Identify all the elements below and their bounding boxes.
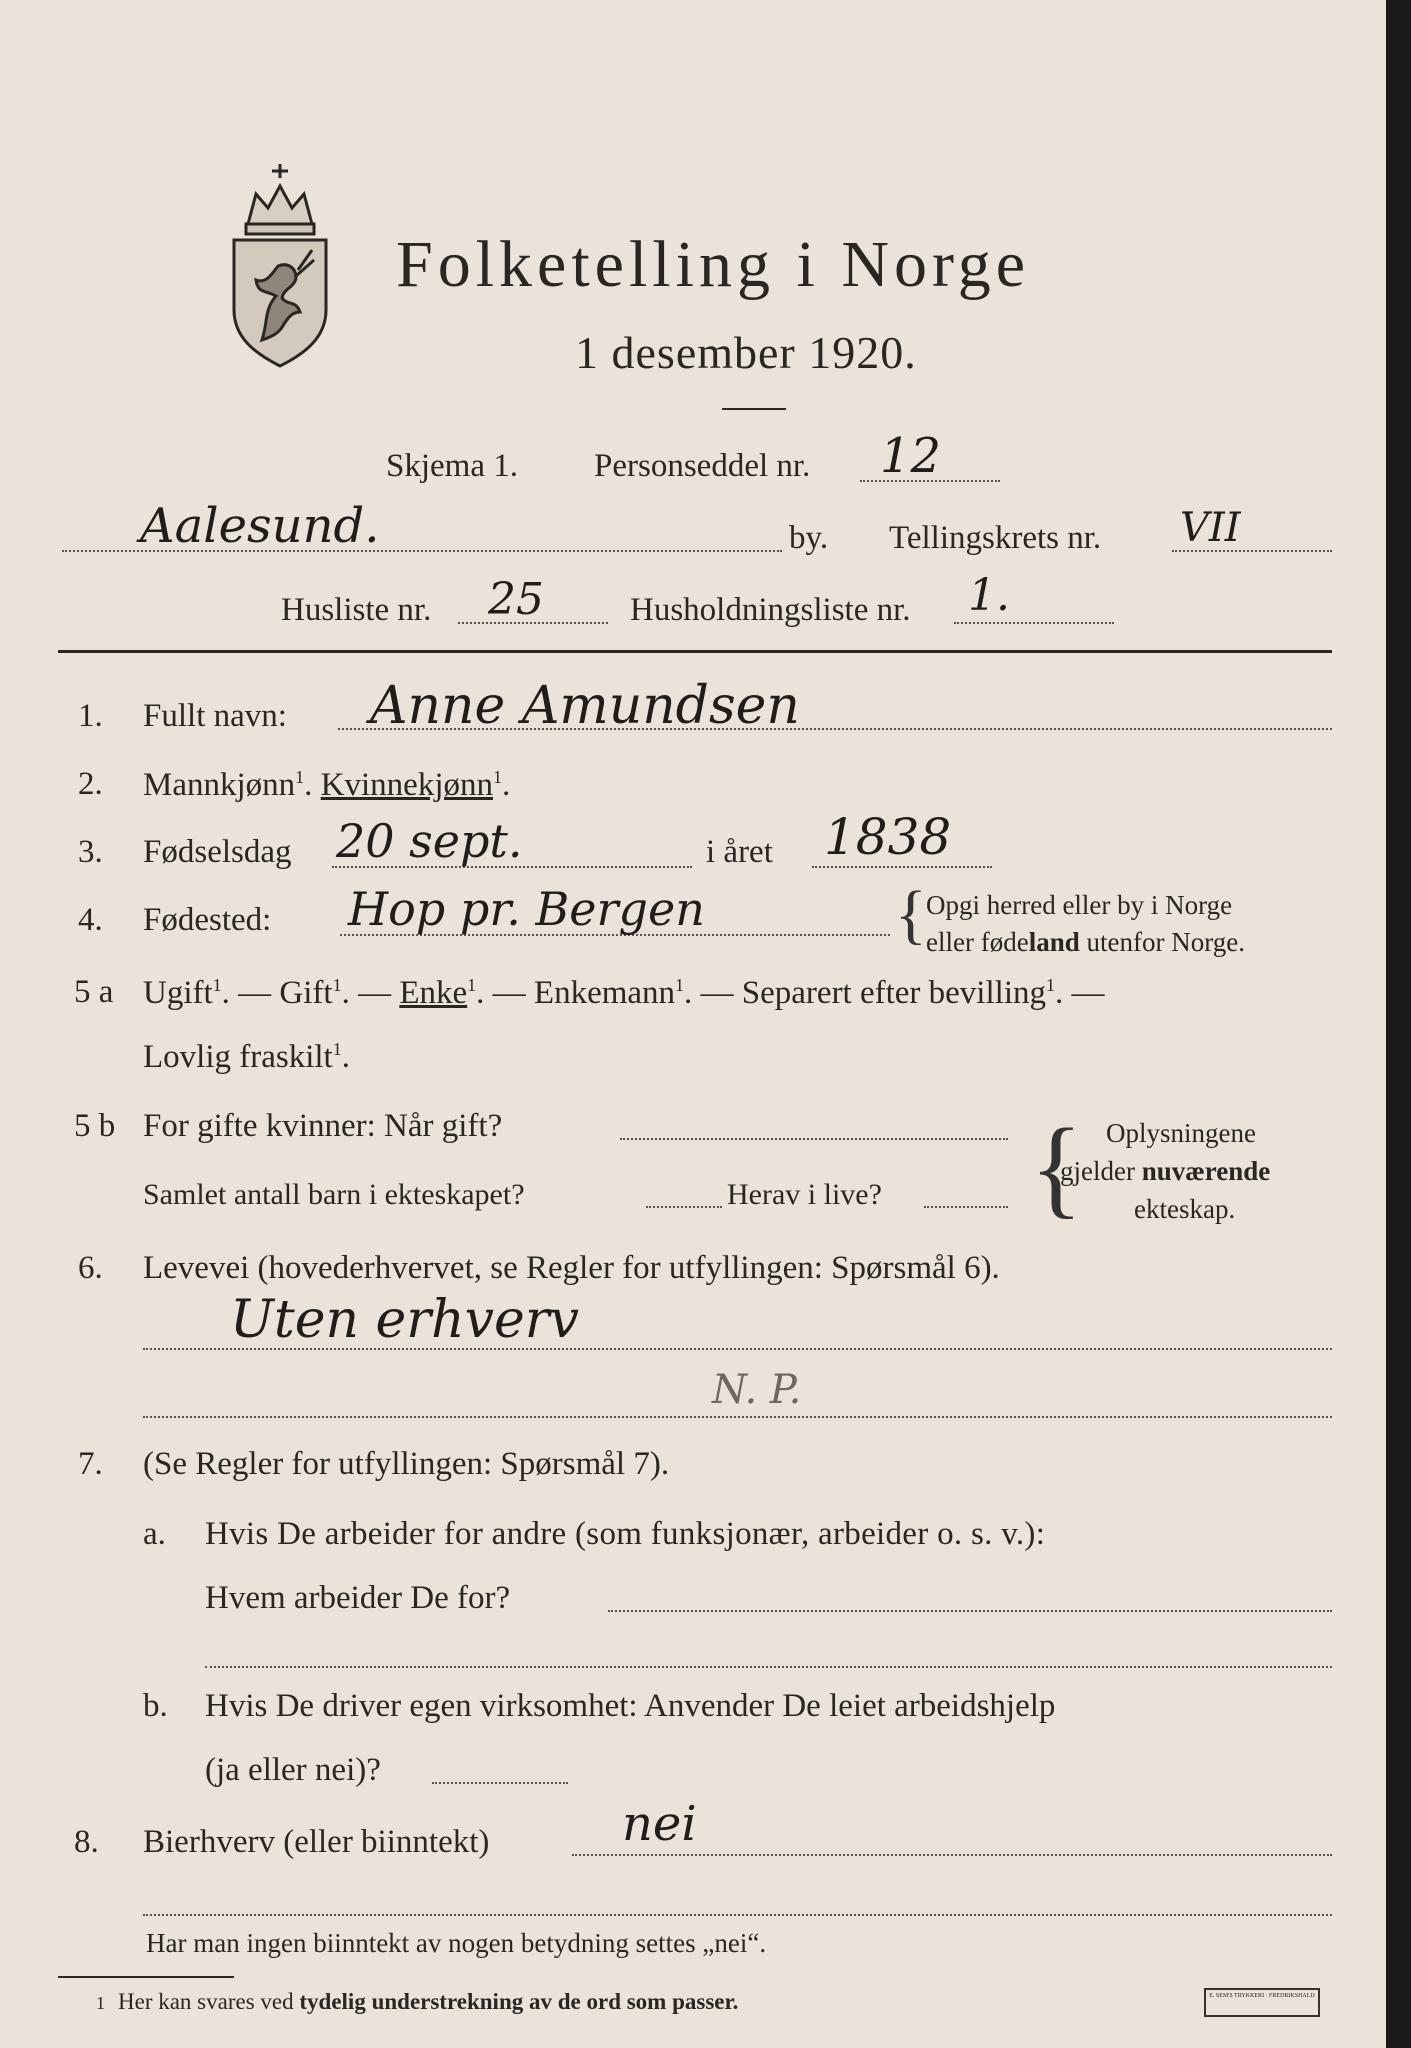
q8-label: Bierhverv (eller biinntekt): [143, 1824, 490, 1860]
hired-help-field[interactable]: [432, 1782, 568, 1784]
birthplace-note-line2: eller fødeland utenfor Norge.: [926, 927, 1245, 957]
q4-number: 4.: [78, 902, 103, 938]
children-alive-field[interactable]: [924, 1206, 1008, 1208]
birth-year-value: 1838: [824, 808, 952, 866]
occupation-code-mark: N. P.: [712, 1367, 802, 1413]
q1-number: 1.: [78, 698, 103, 734]
q7b-line1: Hvis De driver egen virksomhet: Anvender De leiet arbeidshjelp: [205, 1688, 1056, 1724]
occupation-field-2[interactable]: [143, 1416, 1332, 1418]
q5b-line2: Samlet antall barn i ekteskapet?: [143, 1178, 525, 1211]
footnote-number: 1: [96, 1993, 105, 2013]
q6-label: Levevei (hovederhvervet, se Regler for utfyllingen: Spørsmål 6).: [143, 1250, 1000, 1286]
q7a-line1: Hvis De arbeider for andre (som funksjonær, arbeider o. s. v.):: [205, 1516, 1046, 1552]
q3-number: 3.: [78, 834, 103, 870]
q7-label: (Se Regler for utfyllingen: Spørsmål 7).: [143, 1446, 670, 1482]
q7a-line2: Hvem arbeider De for?: [205, 1580, 511, 1616]
option-mannkjonn[interactable]: Mannkjønn: [143, 767, 296, 803]
form-date: 1 desember 1920.: [575, 327, 917, 378]
tellingskrets-label: Tellingskrets nr.: [889, 520, 1102, 556]
birthplace-note-line1: Opgi herred eller by i Norge: [926, 890, 1233, 920]
q6-number: 6.: [78, 1250, 103, 1286]
q5b-note1: Oplysningene: [1106, 1118, 1256, 1148]
personseddel-value: 12: [880, 428, 942, 484]
printer-mark: E. SEM'S TRYKKERI · FREDRIKSHALD: [1204, 1988, 1320, 2017]
birthplace-value: Hop pr. Bergen: [348, 882, 705, 936]
q7-number: 7.: [78, 1446, 103, 1482]
footnote-text: Her kan svares ved tydelig understrekning av de ord som passer.: [118, 1989, 739, 2014]
employer-field-1[interactable]: [608, 1610, 1332, 1612]
side-income-field-2[interactable]: [143, 1914, 1332, 1916]
q4-label: Fødested:: [143, 902, 272, 938]
q5b-note2: gjelder nuværende: [1060, 1156, 1271, 1186]
husliste-value: 25: [488, 574, 544, 625]
year-label: i året: [706, 834, 773, 870]
q2-number: 2.: [78, 766, 103, 802]
q5b-line1: For gifte kvinner: Når gift?: [143, 1108, 503, 1144]
city-value: Aalesund.: [140, 498, 380, 554]
q7b-line2: (ja eller nei)?: [205, 1752, 381, 1788]
by-label: by.: [789, 520, 829, 556]
full-name-value: Anne Amundsen: [370, 676, 800, 736]
husholdning-field[interactable]: [954, 622, 1114, 624]
norwegian-coat-of-arms-icon: [222, 162, 338, 368]
q5a-options: Ugift$^1$. — Gift$^1$. — Enke$^1$. — Enkemann$^1$. — Separert efter bevilling$^1$. —: [143, 975, 1105, 1011]
option-lovlig-fraskilt[interactable]: Lovlig fraskilt: [143, 1039, 333, 1075]
q7b-letter: b.: [143, 1688, 168, 1724]
title-divider: [722, 408, 786, 410]
q5a-number: 5 a: [74, 974, 114, 1010]
personseddel-label: Personseddel nr.: [594, 448, 811, 484]
form-title: Folketelling i Norge: [396, 228, 1031, 301]
husliste-label: Husliste nr.: [281, 592, 432, 628]
header-divider: [58, 650, 1332, 653]
footnote-ref: 1: [295, 767, 305, 787]
q5b-number: 5 b: [74, 1108, 116, 1144]
separator: .: [304, 767, 313, 803]
option-enke-underlined[interactable]: Enke: [399, 975, 468, 1011]
q5a-options-line2: Lovlig fraskilt$^1$.: [143, 1039, 350, 1075]
footnote-divider: [58, 1976, 234, 1978]
herav-label: Herav i live?: [727, 1178, 882, 1211]
side-income-value: nei: [622, 1796, 697, 1852]
side-income-field-1[interactable]: [572, 1854, 1332, 1856]
separator: .: [502, 767, 511, 803]
option-gift[interactable]: Gift: [279, 975, 333, 1011]
married-when-field[interactable]: [620, 1138, 1008, 1140]
birthday-value: 20 sept.: [336, 814, 523, 868]
children-count-field[interactable]: [646, 1206, 722, 1208]
q3-label: Fødselsdag: [143, 834, 292, 870]
husholdning-value: 1.: [968, 570, 1010, 621]
q5b-note3: ekteskap.: [1134, 1194, 1236, 1224]
birth-year-field[interactable]: [812, 866, 992, 868]
q8-note: Har man ingen biinntekt av nogen betydning settes „nei“.: [146, 1928, 767, 1958]
option-ugift[interactable]: Ugift: [143, 975, 213, 1011]
employer-field-2[interactable]: [205, 1666, 1332, 1668]
q8-number: 8.: [74, 1824, 99, 1860]
tellingskrets-value: VII: [1180, 505, 1241, 551]
occupation-value: Uten erhverv: [230, 1290, 580, 1350]
note-brace: {: [1030, 1106, 1083, 1228]
footnote-ref: 1: [493, 767, 502, 787]
option-kvinnekjonn-underlined[interactable]: Kvinnekjønn: [320, 767, 493, 803]
option-enkemann[interactable]: Enkemann: [533, 975, 676, 1011]
q1-label: Fullt navn:: [143, 698, 287, 734]
q7a-letter: a.: [143, 1516, 166, 1552]
option-separert[interactable]: Separert efter bevilling: [741, 975, 1046, 1011]
husholdning-label: Husholdningsliste nr.: [630, 592, 911, 628]
schema-label: Skjema 1.: [386, 448, 518, 484]
note-brace: {: [895, 878, 927, 951]
q2-options: [143, 768, 510, 802]
